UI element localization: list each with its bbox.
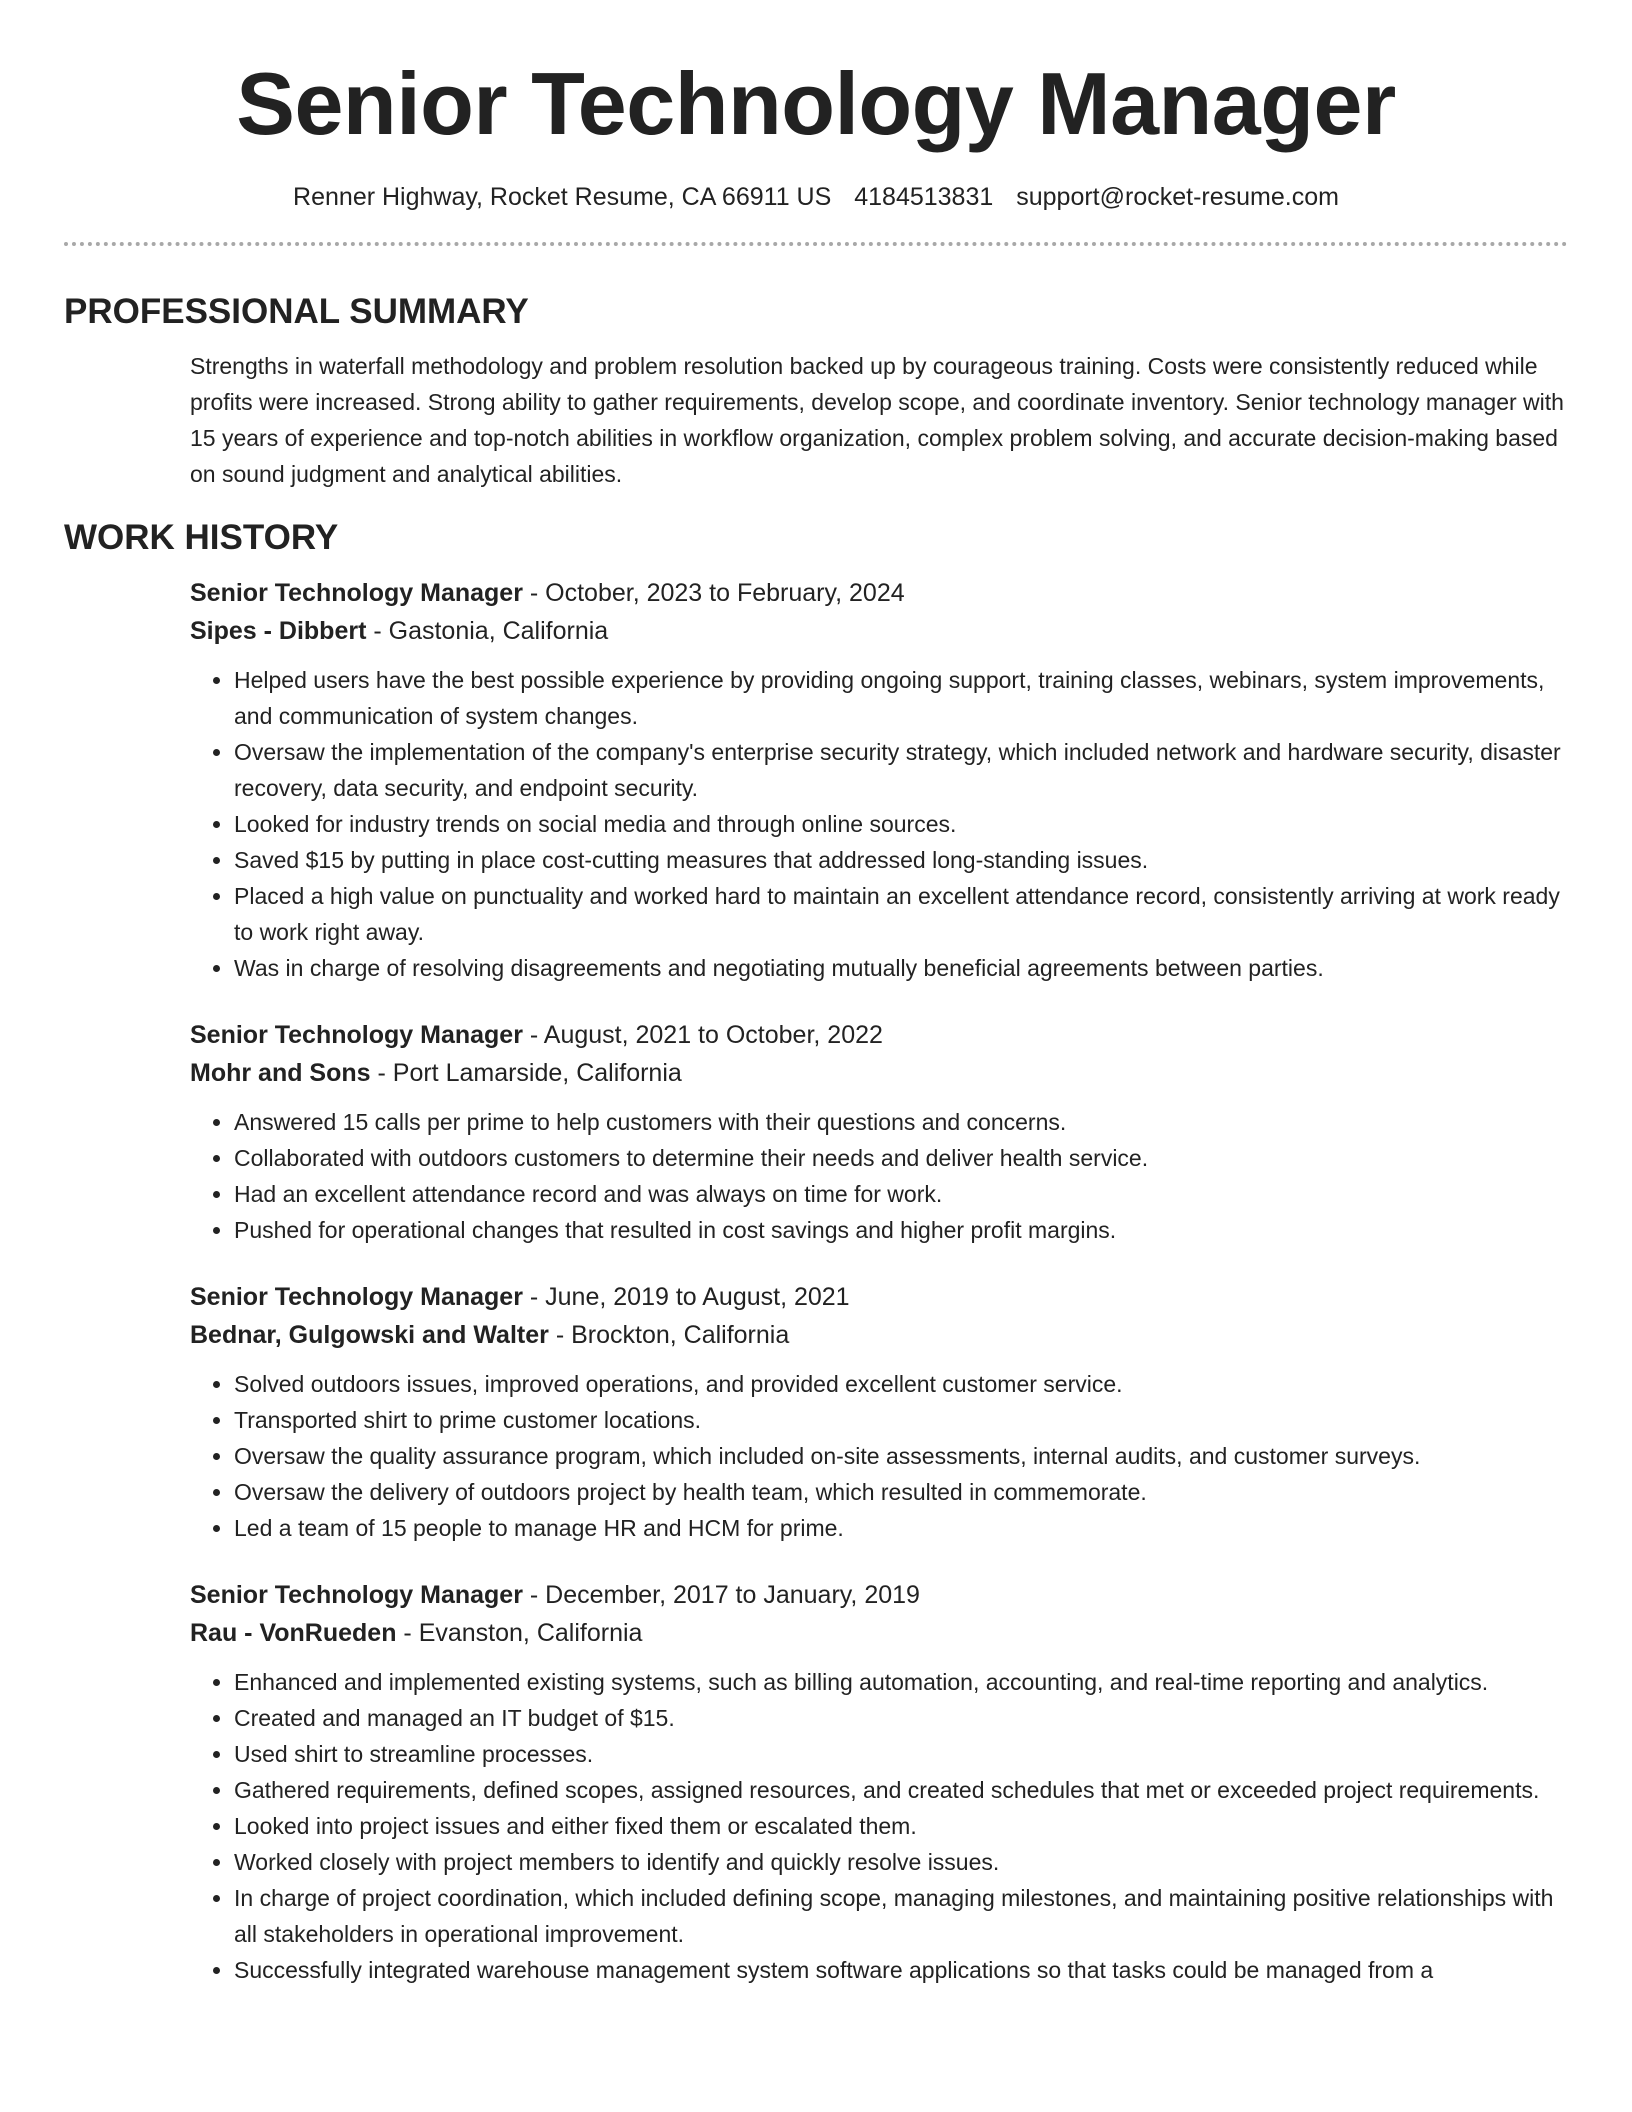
job-location: - Port Lamarside, California bbox=[370, 1059, 682, 1087]
job-dates: - December, 2017 to January, 2019 bbox=[522, 1581, 920, 1609]
job-bullet: • Was in charge of resolving disagreements and negotiating mutually beneficial agreements between parties. bbox=[234, 950, 1568, 986]
job-company: Bednar, Gulgowski and Walter bbox=[190, 1321, 549, 1349]
job-bullet: • Used shirt to streamline processes. bbox=[234, 1736, 1568, 1772]
job-bullet: • Created and managed an IT budget of $15. bbox=[234, 1700, 1568, 1736]
job-bullet: • Successfully integrated warehouse management system software applications so that tasks could be managed from a bbox=[234, 1952, 1568, 1988]
job-company-line bbox=[190, 612, 1568, 650]
job-company: Mohr and Sons bbox=[190, 1059, 371, 1087]
job-entry bbox=[190, 1278, 1568, 1546]
job-title-line bbox=[190, 1016, 1568, 1054]
job-entry bbox=[190, 1576, 1568, 1988]
job-bullet: • Placed a high value on punctuality and worked hard to maintain an excellent attendance record, consistently arriving at work ready to work right away. bbox=[234, 878, 1568, 950]
job-title-line bbox=[190, 1278, 1568, 1316]
job-bullet: • Collaborated with outdoors customers to determine their needs and deliver health service. bbox=[234, 1140, 1568, 1176]
job-bullet: • In charge of project coordination, which included defining scope, managing milestones, and maintaining positive relationships with all stakeholders in operational improvement. bbox=[234, 1880, 1568, 1952]
job-bullet: • Oversaw the implementation of the company's enterprise security strategy, which included network and hardware security, disaster recovery, data security, and endpoint security. bbox=[234, 734, 1568, 806]
summary-text: Strengths in waterfall methodology and problem resolution backed up by courageous training. Costs were consistently reduced while profits were increased. Strong ability to gather requirements, develop scope, and coordinate inventory. Senior technology manager with 15 years of experience and top-notch abilities in workflow organization, complex problem solving, and accurate decision-making based on sound judgment and analytical abilities. bbox=[190, 353, 1564, 487]
job-dates: - October, 2023 to February, 2024 bbox=[522, 579, 905, 607]
job-company: Sipes - Dibbert bbox=[190, 617, 367, 645]
job-bullet: • Enhanced and implemented existing systems, such as billing automation, accounting, and real-time reporting and analytics. bbox=[234, 1664, 1568, 1700]
job-entry bbox=[190, 1016, 1568, 1248]
contact-email: support@rocket-resume.com bbox=[1016, 183, 1339, 211]
job-bullet: • Answered 15 calls per prime to help customers with their questions and concerns. bbox=[234, 1104, 1568, 1140]
job-title: Senior Technology Manager bbox=[190, 579, 523, 607]
job-location: - Gastonia, California bbox=[366, 617, 609, 645]
job-bullet: • Saved $15 by putting in place cost-cutting measures that addressed long-standing issues. bbox=[234, 842, 1568, 878]
job-dates: - June, 2019 to August, 2021 bbox=[522, 1283, 850, 1311]
job-company-line bbox=[190, 1316, 1568, 1354]
job-title: Senior Technology Manager bbox=[190, 1021, 523, 1049]
header-divider bbox=[64, 242, 1568, 246]
contact-address: Renner Highway, Rocket Resume, CA 66911 US bbox=[293, 183, 832, 211]
job-bullet: • Transported shirt to prime customer locations. bbox=[234, 1402, 1568, 1438]
job-bullet: • Looked into project issues and either fixed them or escalated them. bbox=[234, 1808, 1568, 1844]
job-bullet: • Worked closely with project members to identify and quickly resolve issues. bbox=[234, 1844, 1568, 1880]
job-bullet: • Had an excellent attendance record and was always on time for work. bbox=[234, 1176, 1568, 1212]
contact-phone: 4184513831 bbox=[854, 183, 994, 211]
job-bullets bbox=[190, 662, 1568, 986]
job-location: - Brockton, California bbox=[548, 1321, 790, 1349]
work-history-list bbox=[190, 574, 1568, 1988]
job-location: - Evanston, California bbox=[396, 1619, 643, 1647]
resume-title: Senior Technology Manager bbox=[236, 54, 1396, 153]
job-title-line bbox=[190, 574, 1568, 612]
job-entry bbox=[190, 574, 1568, 986]
job-bullet: • Oversaw the quality assurance program, which included on-site assessments, internal audits, and customer surveys. bbox=[234, 1438, 1568, 1474]
job-bullet: • Solved outdoors issues, improved operations, and provided excellent customer service. bbox=[234, 1366, 1568, 1402]
summary-heading: PROFESSIONAL SUMMARY bbox=[64, 292, 529, 331]
work-history-heading: WORK HISTORY bbox=[64, 518, 339, 557]
job-company-line bbox=[190, 1054, 1568, 1092]
job-bullet: • Gathered requirements, defined scopes, assigned resources, and created schedules that met or exceeded project requirements. bbox=[234, 1772, 1568, 1808]
job-bullet: • Oversaw the delivery of outdoors project by health team, which resulted in commemorate. bbox=[234, 1474, 1568, 1510]
job-company: Rau - VonRueden bbox=[190, 1619, 397, 1647]
job-title-line bbox=[190, 1576, 1568, 1614]
job-dates: - August, 2021 to October, 2022 bbox=[522, 1021, 883, 1049]
job-bullet: • Helped users have the best possible experience by providing ongoing support, training classes, webinars, system improvements, and communication of system changes. bbox=[234, 662, 1568, 734]
job-bullets bbox=[190, 1104, 1568, 1248]
job-bullet: • Pushed for operational changes that resulted in cost savings and higher profit margins. bbox=[234, 1212, 1568, 1248]
contact-line bbox=[64, 180, 1568, 214]
job-title: Senior Technology Manager bbox=[190, 1581, 523, 1609]
job-title: Senior Technology Manager bbox=[190, 1283, 523, 1311]
job-bullets bbox=[190, 1366, 1568, 1546]
job-company-line bbox=[190, 1614, 1568, 1652]
job-bullets bbox=[190, 1664, 1568, 1988]
job-bullet: • Led a team of 15 people to manage HR and HCM for prime. bbox=[234, 1510, 1568, 1546]
job-bullet: • Looked for industry trends on social media and through online sources. bbox=[234, 806, 1568, 842]
